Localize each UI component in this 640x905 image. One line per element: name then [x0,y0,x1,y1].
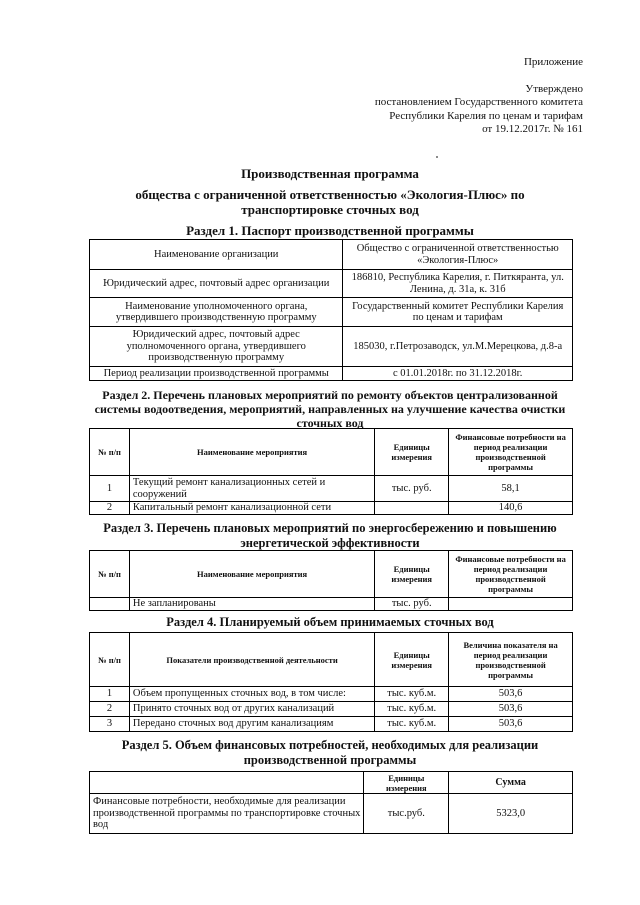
row-unit: тыс. руб. [375,476,449,502]
row-num: 2 [90,502,130,515]
table-header-row [90,551,573,598]
section5-title-line-1: Раздел 5. Объем финансовых потребностей, необходимых для реализации [121,738,539,752]
row-num: 2 [90,702,130,717]
table-row [90,476,573,502]
approval-block [283,56,583,137]
row-value: 503,6 [449,717,573,732]
header-name: Наименование мероприятия [129,429,374,476]
section2-title [60,388,600,430]
table-row [90,240,573,270]
row-unit: тыс. куб.м. [375,687,449,702]
row-name: Текущий ремонт канализационных сетей и сооружений [129,476,374,502]
row-num: 1 [90,476,130,502]
section4-title: Раздел 4. Планируемый объем принимаемых сточных вод [166,615,494,629]
passport-value: Общество с ограниченной ответственностью «Экология-Плюс» [343,240,573,270]
passport-value: Государственный комитет Республики Карелия по ценам и тарифам [343,298,573,327]
section3-title-line-2: энергетической эффективности [240,536,420,550]
repair-table [89,428,573,515]
row-unit: тыс. куб.м. [375,717,449,732]
row-unit [375,502,449,515]
table-row [90,270,573,298]
section1-title: Раздел 1. Паспорт производственной программы [186,223,474,238]
passport-value: 185030, г.Петрозаводск, ул.М.Мерецкова, д.8-а [343,327,573,367]
table-row [90,298,573,327]
row-unit: тыс. руб. [375,598,449,611]
section3-title [60,521,600,551]
table-header-row [90,772,573,794]
row-num: 3 [90,717,130,732]
document-title: Производственная программа [241,166,419,181]
header-num: № п/п [90,633,130,687]
section2-title-line-3: сточных вод [296,416,364,430]
section5-title [60,738,600,768]
volume-table [89,632,573,732]
row-value: 140,6 [449,502,573,515]
passport-label: Наименование организации [90,240,343,270]
row-name: Принято сточных вод от других канализаций [129,702,374,717]
scan-speck [436,156,438,158]
row-value: 58,1 [449,476,573,502]
table-row [90,702,573,717]
passport-label: Юридический адрес, почтовый адрес уполномоченного органа, утвердившего производственную программу [90,327,343,367]
row-value [449,598,573,611]
table-header-row [90,633,573,687]
approval-line-2: Республики Карелия по ценам и тарифам [389,109,583,122]
section2-title-line-2: системы водоотведения, мероприятий, направленных на улучшение качества очистки [94,402,566,416]
subtitle-line-1: общества с ограниченной ответственностью «Экология-Плюс» по [135,187,525,202]
header-fin: Финансовые потребности на период реализации производственной программы [449,429,573,476]
table-row [90,687,573,702]
energy-table [89,550,573,611]
header-fin: Финансовые потребности на период реализации производственной программы [449,551,573,598]
document-subtitle [60,187,600,217]
row-name: Объем пропущенных сточных вод, в том числе: [129,687,374,702]
row-unit: тыс. куб.м. [375,702,449,717]
header-unit: Единицы измерения [375,551,449,598]
passport-value: 186810, Республика Карелия, г. Питкяранта, ул. Ленина, д. 31а, к. 31б [343,270,573,298]
row-name: Не запланированы [129,598,374,611]
header-name: Наименование мероприятия [129,551,374,598]
table-row [90,367,573,381]
approval-line-3: от 19.12.2017г. № 161 [482,123,583,135]
subtitle-line-2: транспортировке сточных вод [241,202,419,217]
passport-label: Наименование уполномоченного органа, утвердившего производственную программу [90,298,343,327]
header-fin: Величина показателя на период реализации производственной программы [449,633,573,687]
approval-line-1: постановлением Государственного комитета [374,96,583,108]
header-num: № п/п [90,429,130,476]
row-name: Финансовые потребности, необходимые для реализации производственной программы по транспортировке сточных вод [90,794,364,834]
row-value: 503,6 [449,702,573,717]
row-value: 5323,0 [449,794,573,834]
row-name: Капитальный ремонт канализационной сети [129,502,374,515]
section3-title-line-1: Раздел 3. Перечень плановых мероприятий по энергосбережению и повышению [103,521,557,535]
table-header-row [90,429,573,476]
annex-label: Приложение [523,56,583,68]
row-value: 503,6 [449,687,573,702]
header-unit: Единицы измерения [364,772,449,794]
header-name: Показатели производственной деятельности [129,633,374,687]
row-unit: тыс.руб. [364,794,449,834]
table-row [90,327,573,367]
table-row [90,717,573,732]
section2-title-line-1: Раздел 2. Перечень плановых мероприятий по ремонту объектов централизованной [102,388,558,402]
row-name: Передано сточных вод другим канализациям [129,717,374,732]
passport-label: Юридический адрес, почтовый адрес организации [90,270,343,298]
finance-table [89,771,573,834]
row-num [90,598,130,611]
table-row [90,502,573,515]
header-unit: Единицы измерения [375,633,449,687]
header-sum: Сумма [449,772,573,794]
section5-title-line-2: производственной программы [243,753,417,767]
header-num: № п/п [90,551,130,598]
header-empty [90,772,364,794]
passport-value: с 01.01.2018г. по 31.12.2018г. [343,367,573,381]
table-row [90,794,573,834]
passport-table [89,239,573,381]
header-unit: Единицы измерения [375,429,449,476]
table-row [90,598,573,611]
passport-label: Период реализации производственной программы [90,367,343,381]
row-num: 1 [90,687,130,702]
approved-label: Утверждено [525,82,583,95]
